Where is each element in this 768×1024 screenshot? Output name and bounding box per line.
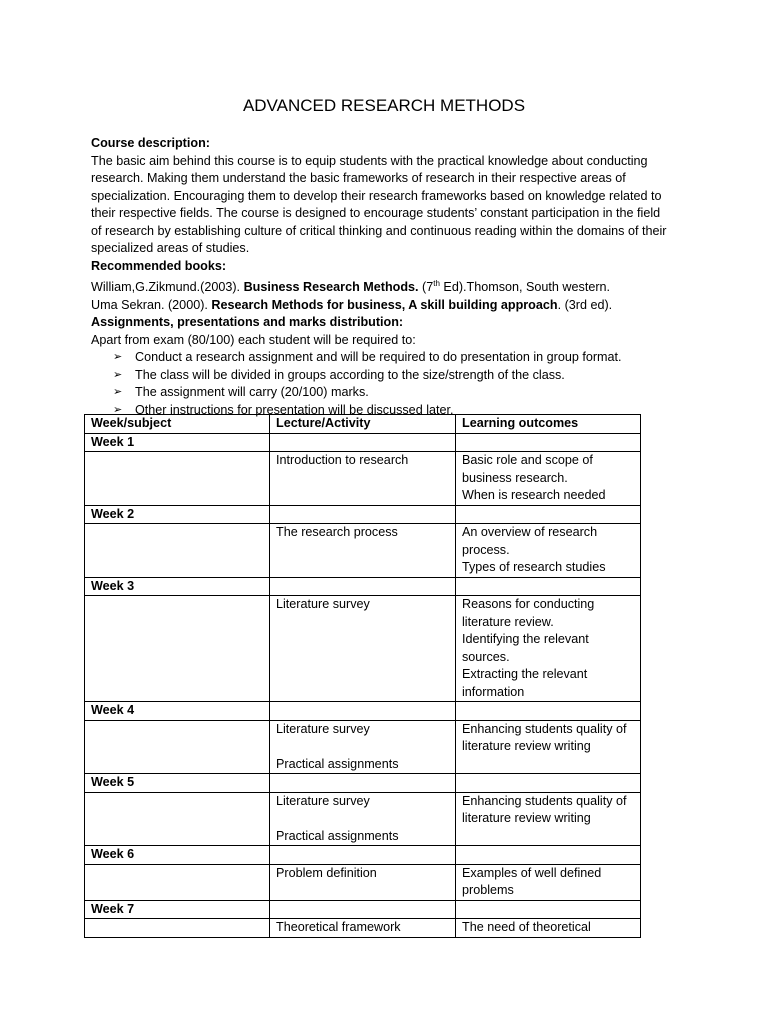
outcome-line: An overview of research bbox=[462, 525, 598, 539]
lecture-activity-cell bbox=[270, 452, 456, 506]
activity-line: Literature survey bbox=[276, 793, 370, 808]
outcome-line: literature review writing bbox=[462, 739, 591, 753]
lecture-activity-cell bbox=[270, 524, 456, 578]
empty-cell bbox=[85, 792, 270, 846]
learning-outcomes-cell bbox=[456, 919, 641, 938]
course-description-line: specialization. Encouraging them to develop their research frameworks based on knowledge related to bbox=[91, 188, 662, 203]
week-label-row bbox=[85, 900, 641, 919]
week-label: Week 1 bbox=[85, 433, 270, 452]
lecture-activity-cell bbox=[270, 596, 456, 702]
week-label-row bbox=[85, 505, 641, 524]
outcome-line: Enhancing students quality of bbox=[462, 793, 627, 808]
empty-cell bbox=[85, 596, 270, 702]
empty-cell bbox=[456, 577, 641, 596]
week-label: Week 2 bbox=[85, 505, 270, 524]
empty-cell bbox=[270, 900, 456, 919]
course-description-heading: Course description: bbox=[91, 136, 210, 150]
activity-line bbox=[276, 738, 450, 756]
week-content-row bbox=[85, 720, 641, 774]
empty-cell bbox=[270, 702, 456, 721]
outcome-line: literature review. bbox=[462, 614, 554, 629]
week-content-row bbox=[85, 792, 641, 846]
activity-line: Literature survey bbox=[276, 721, 370, 736]
week-content-row bbox=[85, 452, 641, 506]
bullet-item: ➢ The class will be divided in groups according to the size/strength of the class. bbox=[113, 367, 687, 385]
arrow-bullet-icon: ➢ bbox=[113, 403, 123, 416]
book-2-author: Uma Sekran. (2000). bbox=[91, 297, 212, 312]
week-label: Week 6 bbox=[85, 846, 270, 865]
lecture-activity-cell bbox=[270, 919, 456, 938]
book-1-edition-pre: (7 bbox=[418, 280, 434, 295]
arrow-bullet-icon: ➢ bbox=[113, 386, 123, 399]
week-label-row bbox=[85, 846, 641, 865]
assignments-intro: Apart from exam (80/100) each student will be required to: bbox=[91, 332, 416, 347]
empty-cell bbox=[270, 505, 456, 524]
outcome-line: Enhancing students quality of bbox=[462, 721, 627, 736]
outcome-line: Identifying the relevant bbox=[462, 632, 589, 646]
outcome-line: When is research needed bbox=[462, 488, 606, 502]
empty-cell bbox=[85, 452, 270, 506]
empty-cell bbox=[456, 900, 641, 919]
course-description-line: their respective fields. The course is designed to encourage students’ constant participation in the field bbox=[91, 206, 661, 220]
week-content-row bbox=[85, 864, 641, 900]
empty-cell bbox=[85, 864, 270, 900]
table-header-row bbox=[85, 415, 641, 434]
week-content-row bbox=[85, 596, 641, 702]
empty-cell bbox=[270, 774, 456, 793]
book-2-title: Research Methods for business, A skill building approach bbox=[211, 297, 558, 312]
empty-cell bbox=[456, 433, 641, 452]
empty-cell bbox=[270, 433, 456, 452]
empty-cell bbox=[456, 505, 641, 524]
bullet-item: ➢ Other instructions for presentation will be discussed later. bbox=[113, 402, 687, 420]
activity-line bbox=[276, 810, 450, 828]
header-lecture-activity: Lecture/Activity bbox=[270, 415, 456, 434]
week-label-row bbox=[85, 774, 641, 793]
learning-outcomes-cell bbox=[456, 596, 641, 702]
lecture-activity-cell bbox=[270, 720, 456, 774]
activity-line: Introduction to research bbox=[276, 453, 409, 467]
activity-line: Theoretical framework bbox=[276, 920, 401, 934]
activity-line: Literature survey bbox=[276, 597, 370, 611]
outcome-line: Types of research studies bbox=[462, 560, 606, 574]
empty-cell bbox=[456, 774, 641, 793]
week-label-row bbox=[85, 577, 641, 596]
book-1-edition-post: Ed).Thomson, South western. bbox=[439, 280, 611, 295]
week-label: Week 4 bbox=[85, 702, 270, 721]
arrow-bullet-icon: ➢ bbox=[113, 368, 123, 381]
course-description-line: The basic aim behind this course is to equip students with the practical knowledge about conducting bbox=[91, 153, 648, 168]
lecture-activity-cell bbox=[270, 864, 456, 900]
outcome-line: Reasons for conducting bbox=[462, 597, 595, 611]
book-entry-1 bbox=[91, 275, 687, 297]
learning-outcomes-cell bbox=[456, 524, 641, 578]
week-label-row bbox=[85, 433, 641, 452]
week-label-row bbox=[85, 702, 641, 721]
empty-cell bbox=[85, 919, 270, 938]
activity-line: Practical assignments bbox=[276, 828, 399, 843]
book-entry-2 bbox=[91, 297, 687, 315]
activity-line: The research process bbox=[276, 525, 398, 539]
week-label: Week 5 bbox=[85, 774, 270, 793]
outcome-line: The need of theoretical bbox=[462, 920, 591, 934]
activity-line: Practical assignments bbox=[276, 756, 399, 771]
lecture-activity-cell bbox=[270, 792, 456, 846]
book-1-edition-sup: th bbox=[433, 279, 440, 288]
empty-cell bbox=[85, 720, 270, 774]
recommended-books-heading: Recommended books: bbox=[91, 258, 227, 273]
outcome-line: Examples of well defined bbox=[462, 865, 602, 880]
book-2-edition: . (3rd ed). bbox=[557, 297, 613, 312]
header-learning-outcomes: Learning outcomes bbox=[456, 415, 641, 434]
outcome-line: information bbox=[462, 684, 525, 699]
outcome-line: sources. bbox=[462, 649, 510, 664]
empty-cell bbox=[85, 524, 270, 578]
schedule-table bbox=[84, 414, 641, 938]
week-label: Week 7 bbox=[85, 900, 270, 919]
empty-cell bbox=[456, 846, 641, 865]
learning-outcomes-cell bbox=[456, 864, 641, 900]
arrow-bullet-icon: ➢ bbox=[113, 351, 123, 364]
week-label: Week 3 bbox=[85, 577, 270, 596]
course-content bbox=[91, 135, 687, 419]
learning-outcomes-cell bbox=[456, 720, 641, 774]
week-content-row bbox=[85, 524, 641, 578]
activity-line: Problem definition bbox=[276, 865, 377, 880]
document-title: ADVANCED RESEARCH METHODS bbox=[242, 96, 526, 115]
bullet-item: ➢ The assignment will carry (20/100) marks. bbox=[113, 384, 687, 402]
week-content-row bbox=[85, 919, 641, 938]
outcome-line: Extracting the relevant bbox=[462, 667, 588, 681]
course-description-line: of research by establishing culture of critical thinking and continuous reading within the domains of their bbox=[91, 223, 667, 238]
course-description-line: specialized areas of studies. bbox=[91, 241, 250, 255]
learning-outcomes-cell bbox=[456, 792, 641, 846]
header-week-subject: Week/subject bbox=[85, 415, 270, 434]
outcome-line: literature review writing bbox=[462, 811, 591, 825]
learning-outcomes-cell bbox=[456, 452, 641, 506]
empty-cell bbox=[270, 577, 456, 596]
book-1-title: Business Research Methods. bbox=[243, 280, 419, 295]
bullet-item: ➢ Conduct a research assignment and will be required to do presentation in group format. bbox=[113, 349, 687, 367]
empty-cell bbox=[456, 702, 641, 721]
outcome-line: Basic role and scope of bbox=[462, 453, 593, 467]
assignment-bullet-list bbox=[91, 349, 687, 419]
book-1-author: William,G.Zikmund.(2003). bbox=[91, 280, 244, 295]
outcome-line: business research. bbox=[462, 470, 568, 485]
assignments-heading: Assignments, presentations and marks distribution: bbox=[91, 315, 404, 330]
outcome-line: problems bbox=[462, 883, 514, 897]
course-description-text bbox=[91, 153, 687, 258]
outcome-line: process. bbox=[462, 542, 510, 557]
course-description-line: research. Making them understand the basic frameworks of research in their respective areas of bbox=[91, 171, 626, 185]
empty-cell bbox=[270, 846, 456, 865]
